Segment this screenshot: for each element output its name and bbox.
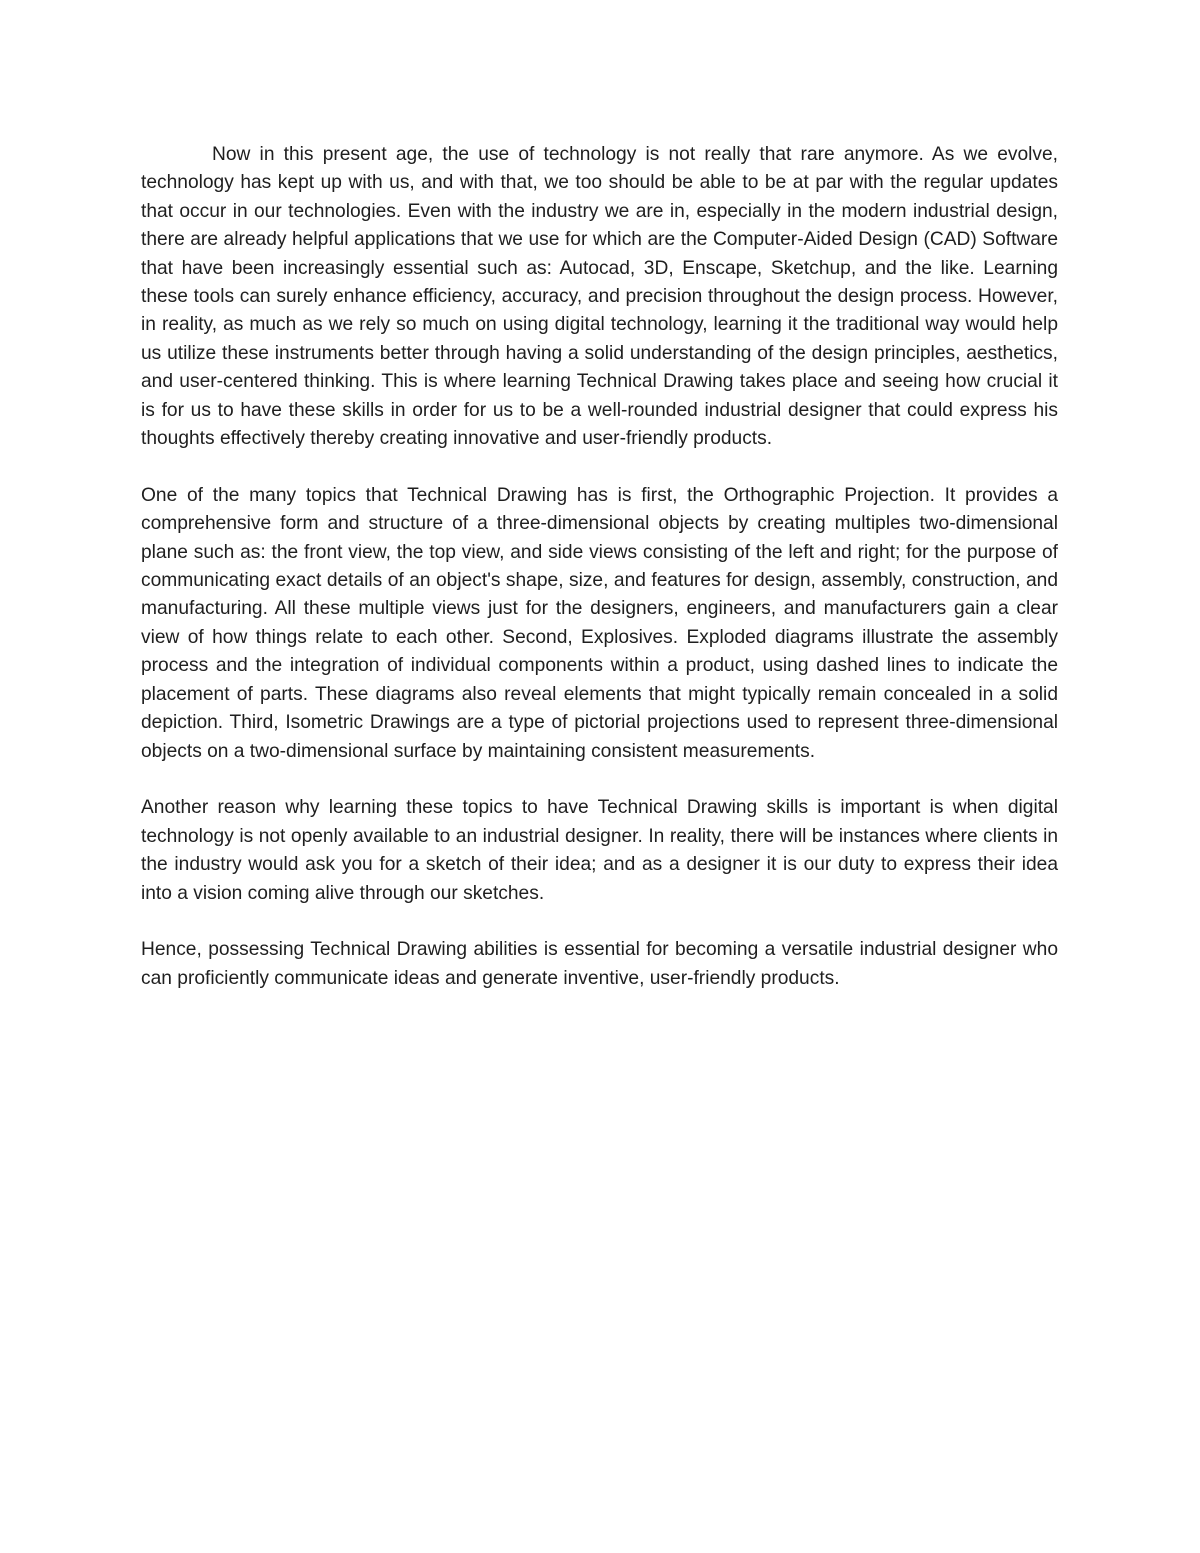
- paragraph-conclusion: Hence, possessing Technical Drawing abilities is essential for becoming a versatile industrial designer who can proficiently communicate ideas and generate inventive, user-friendly products.: [141, 939, 1058, 989]
- paragraph-reason: Another reason why learning these topics to have Technical Drawing skills is important is when digital technology is not openly available to an industrial designer. In reality, there will be instances where clients in the industry would ask you for a sketch of their idea; and as a designer it is our duty to express their idea into a vision coming alive through our sketches.: [141, 797, 1058, 904]
- paragraph-topics: One of the many topics that Technical Drawing has is first, the Orthographic Projection. It provides a comprehensive form and structure of a three-dimensional objects by creating multiples two-dimensional plane such as: the front view, the top view, and side views consisting of the left and right; for the purpose of communicating exact details of an object's shape, size, and features for design, assembly, construction, and manufacturing. All these multiple views just for the designers, engineers, and manufacturers gain a clear view of how things relate to each other. Second, Explosives. Exploded diagrams illustrate the assembly process and the integration of individual components within a product, using dashed lines to indicate the placement of parts. These diagrams also reveal elements that might typically remain concealed in a solid depiction. Third, Isometric Drawings are a type of pictorial projections used to represent three-dimensional objects on a two-dimensional surface by maintaining consistent measurements.: [141, 484, 1058, 762]
- document-body: [141, 141, 1058, 993]
- paragraph-intro: Now in this present age, the use of technology is not really that rare anymore. As we evolve, technology has kept up with us, and with that, we too should be able to be at par with the regular updates that occur in our technologies. Even with the industry we are in, especially in the modern industrial design, there are already helpful applications that we use for which are the Computer-Aided Design (CAD) Software that have been increasingly essential such as: Autocad, 3D, Enscape, Sketchup, and the like. Learning these tools can surely enhance efficiency, accuracy, and precision throughout the design process. However, in reality, as much as we rely so much on using digital technology, learning it the traditional way would help us utilize these instruments better through having a solid understanding of the design principles, aesthetics, and user-centered thinking. This is where learning Technical Drawing takes place and seeing how crucial it is for us to have these skills in order for us to be a well-rounded industrial designer that could express his thoughts effectively thereby creating innovative and user-friendly products.: [141, 144, 1058, 450]
